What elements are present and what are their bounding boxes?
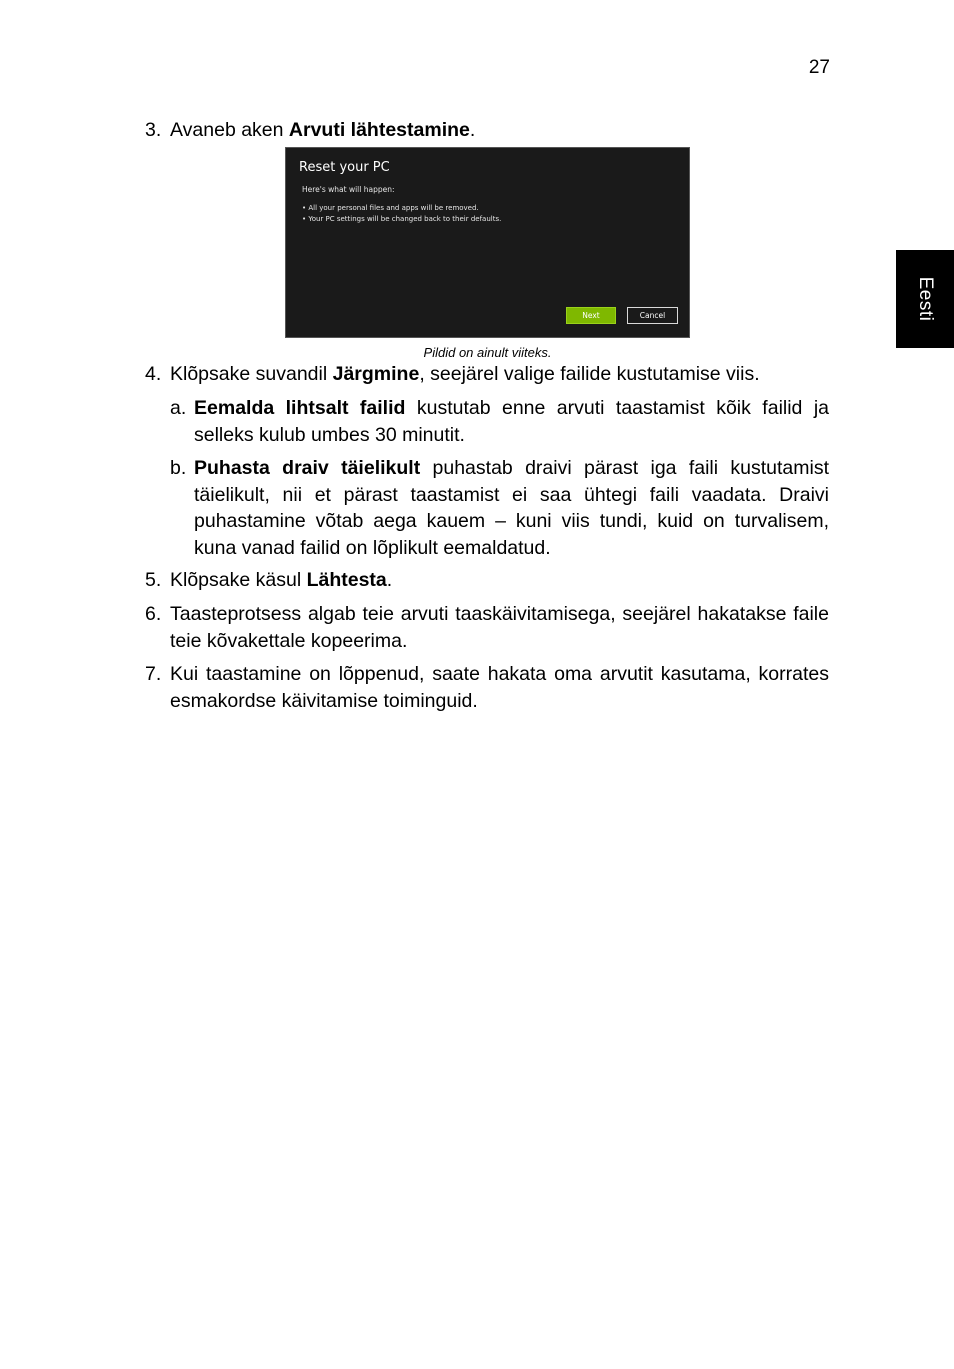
- substep-letter: a.: [170, 397, 187, 419]
- cancel-button[interactable]: Cancel: [627, 307, 678, 324]
- figure-caption: Pildid on ainult viiteks.: [423, 345, 552, 360]
- screenshot-bullet: • Your PC settings will be changed back to their defaults.: [302, 215, 502, 223]
- step-text: Kui taastamine on lõppenud, saate hakata oma arvutit kasutama, korrates esmakordse käivitamise toiminguid.: [170, 663, 829, 712]
- language-tab-label: Eesti: [915, 276, 936, 322]
- step-text: Avaneb aken Arvuti lähtestamine.: [170, 119, 476, 141]
- step-number: 7.: [145, 663, 162, 685]
- substep-text: Eemalda lihtsalt failid kustutab enne arvuti taastamist kõik failid ja selleks kulub umbes 30 minutit.: [194, 397, 830, 446]
- step-text: Klõpsake käsul Lähtesta.: [170, 569, 393, 591]
- step-text: Taasteprotsess algab teie arvuti taaskäivitamisega, seejärel hakatakse faile teie kõvakettale kopeerima.: [170, 603, 829, 652]
- step-text: Klõpsake suvandil Järgmine, seejärel valige failide kustutamise viis.: [170, 363, 760, 385]
- reset-pc-screenshot: [285, 147, 690, 338]
- screenshot-subtitle: Here's what will happen:: [302, 185, 395, 194]
- step-number: 4.: [145, 363, 162, 385]
- substep-text: Puhasta draiv täielikult puhastab draivi pärast iga faili kustutamist täielikult, nii et pärast taastamist ei saa ühtegi faili vaadata. Draivi puhastamine võtab aega kauem – kuni viis tundi, kuid on turvalisem, kuna vanad failid on lõplikult eemaldatud.: [194, 457, 830, 559]
- step-number: 3.: [145, 119, 162, 141]
- screenshot-title: Reset your PC: [299, 160, 390, 175]
- next-button[interactable]: Next: [566, 307, 616, 324]
- screenshot-bullet: • All your personal files and apps will be removed.: [302, 204, 479, 212]
- step-number: 6.: [145, 603, 162, 625]
- page-number: 27: [808, 57, 830, 78]
- language-tab: [896, 250, 954, 348]
- step-number: 5.: [145, 569, 162, 591]
- substep-letter: b.: [170, 457, 187, 479]
